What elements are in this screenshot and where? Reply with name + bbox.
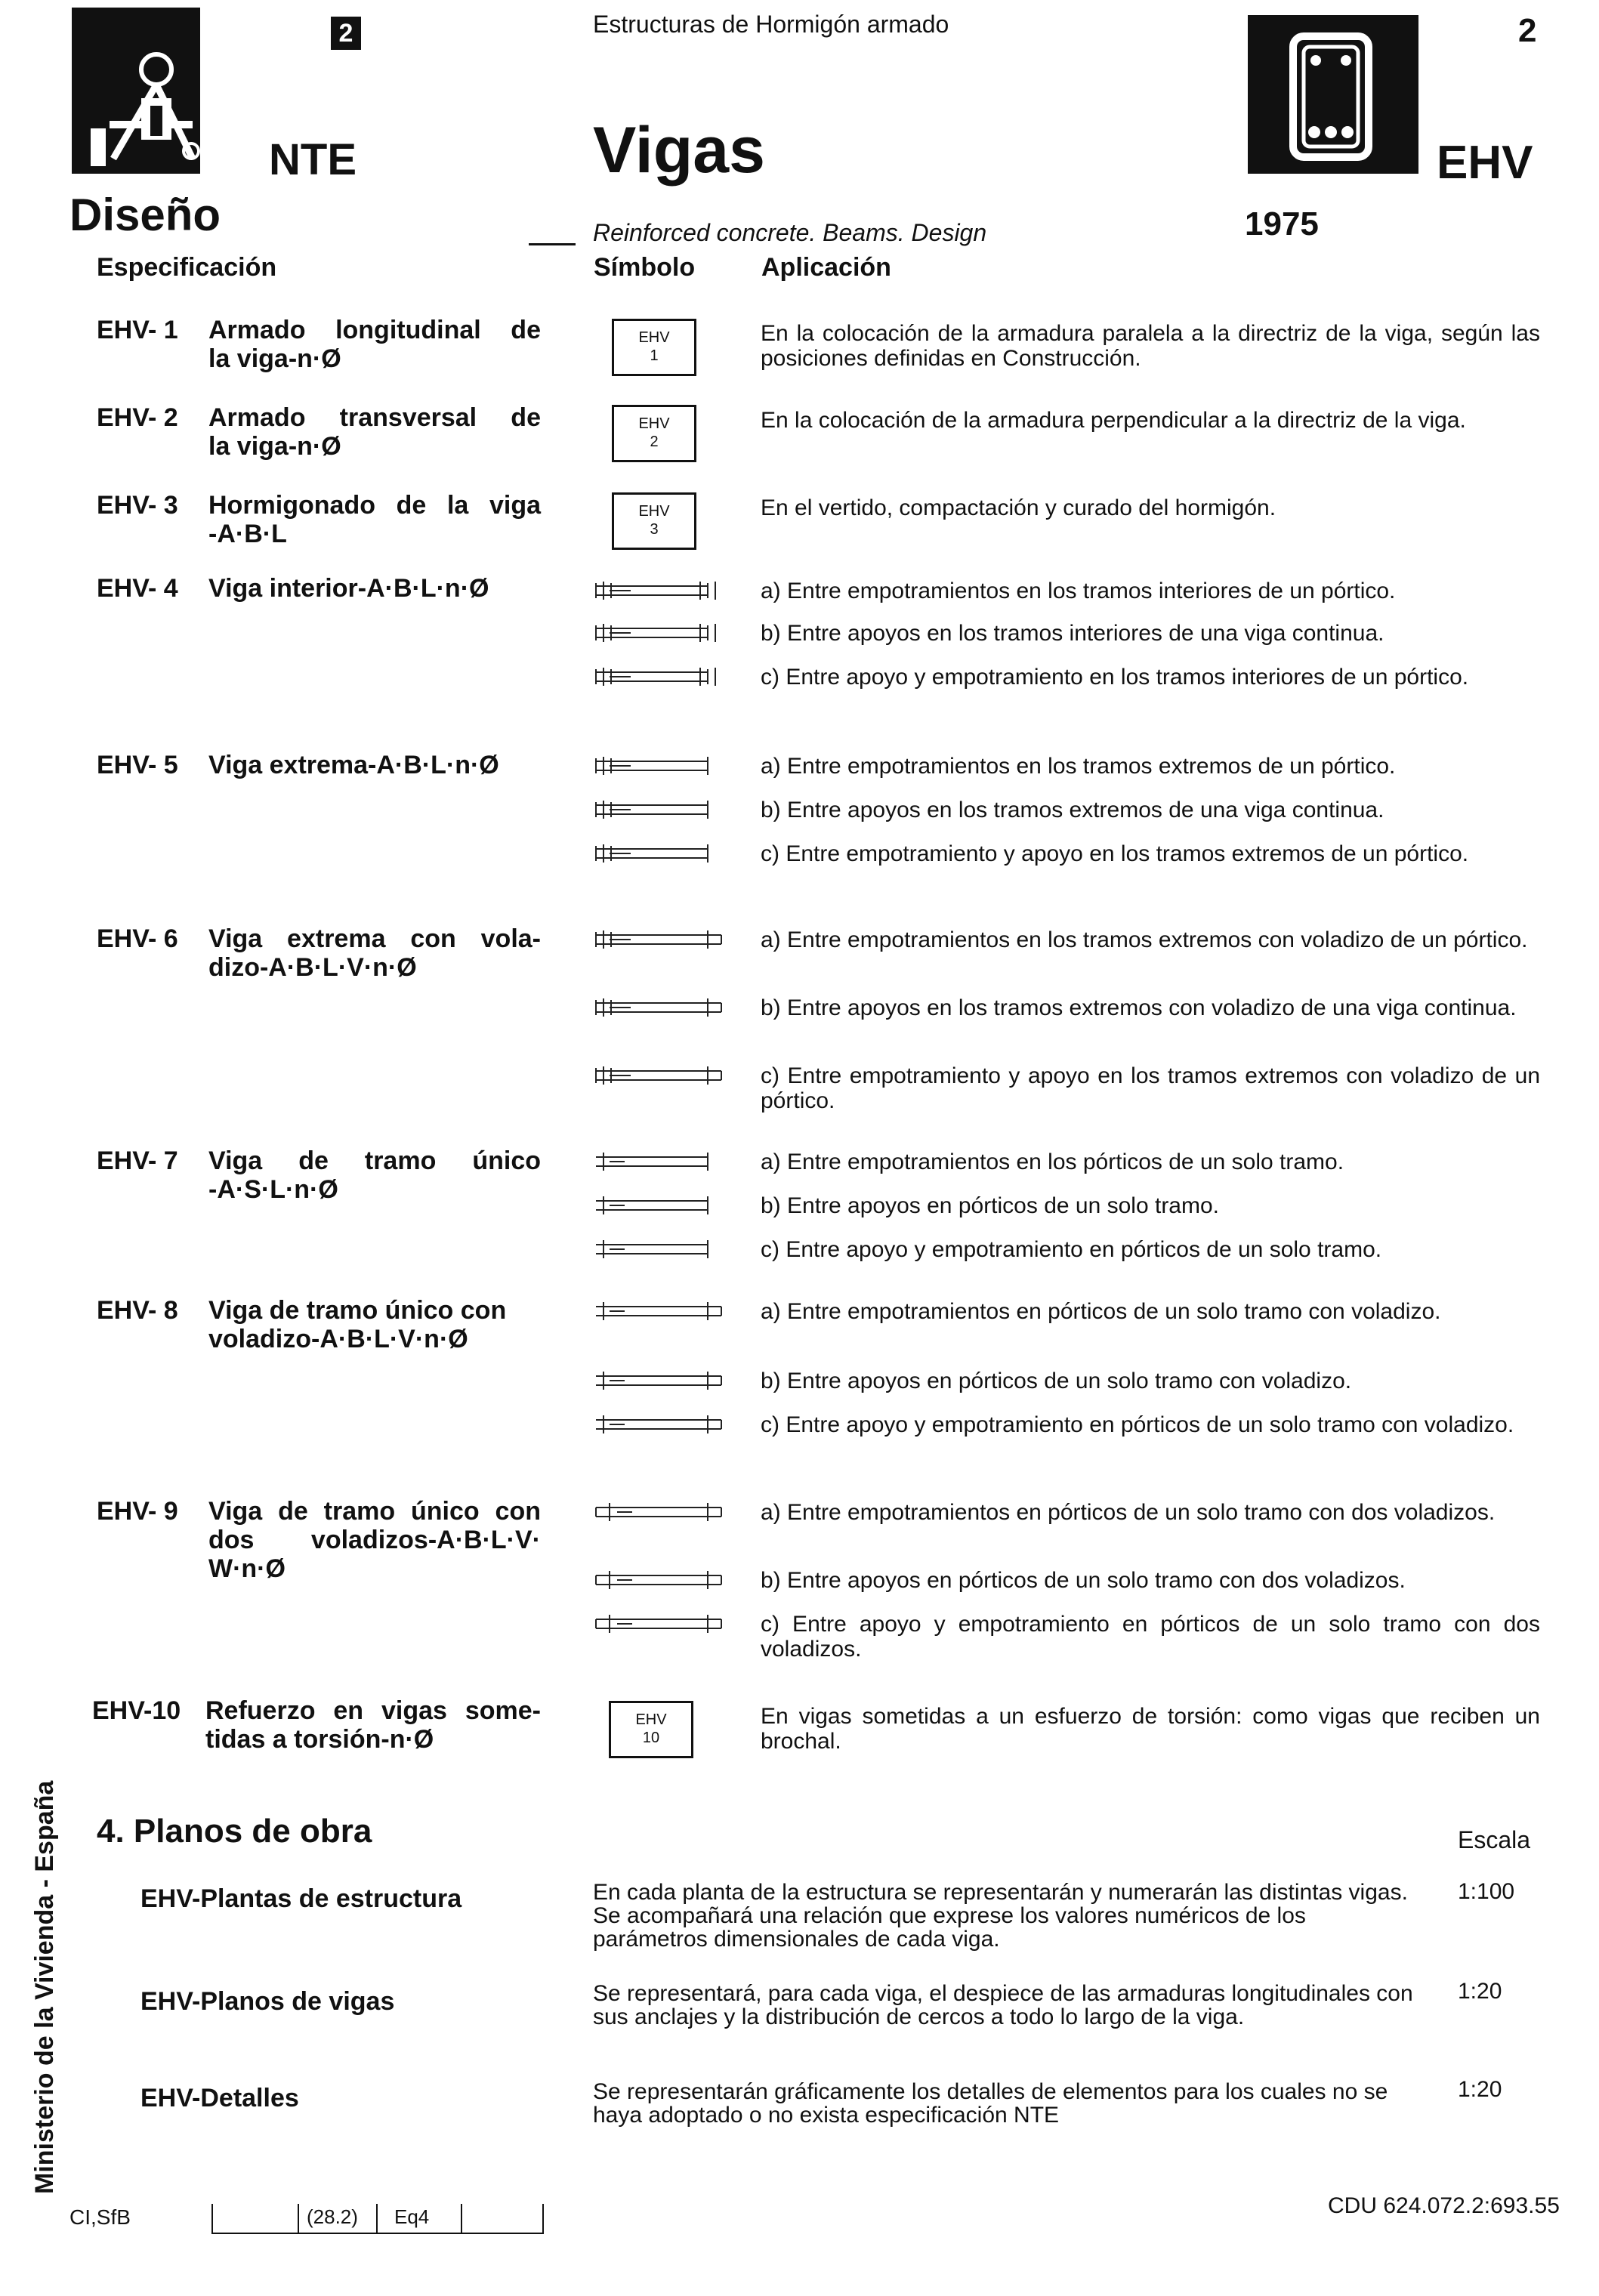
application-text: c) Entre apoyo y empotramiento en pórticos de un solo tramo con dos voladizos.	[761, 1612, 1540, 1662]
beam-symbol	[594, 1193, 723, 1216]
year: 1975	[1245, 205, 1319, 242]
application-text: a) Entre empotramientos en los tramos extremos de un pórtico.	[761, 754, 1396, 779]
beam-symbol	[594, 1299, 723, 1322]
beam-symbol	[594, 927, 723, 950]
plan-scale: 1:20	[1458, 1979, 1502, 2004]
spec-title-line: la viga-n·Ø	[208, 344, 341, 373]
page-title: Vigas	[593, 114, 765, 187]
plan-name: EHV-Planos de vigas	[140, 1987, 395, 2016]
spec-title-line: tidas a torsión-n·Ø	[205, 1725, 434, 1754]
symbol-label: EHV	[638, 329, 670, 346]
beam-symbol	[594, 1612, 723, 1634]
plan-name: EHV-Plantas de estructura	[140, 1884, 462, 1913]
application-text: c) Entre apoyo y empotramiento en pórticos de un solo tramo.	[761, 1237, 1382, 1262]
spec-code: EHV- 2	[97, 403, 178, 432]
symbol-number: 2	[650, 434, 659, 450]
spec-title-line: Viga interior-A·B·L·n·Ø	[208, 574, 489, 603]
beam-symbol	[594, 1500, 723, 1523]
spec-title-line: Viga de tramo único con	[208, 1497, 541, 1526]
spec-title-line: Viga extrema-A·B·L·n·Ø	[208, 751, 499, 779]
spec-title-line: Refuerzo en vigas some-	[205, 1696, 541, 1725]
cisfb-box	[211, 2204, 544, 2234]
spec-title-line: dos voladizos-A·B·L·V·	[208, 1526, 541, 1554]
beam-symbol	[594, 621, 723, 643]
spec-title-line: Armado transversal de	[208, 403, 541, 432]
spec-title	[208, 574, 556, 603]
spec-title-line: W·n·Ø	[208, 1554, 286, 1583]
nte-label: NTE	[269, 135, 357, 184]
top-line: Estructuras de Hormigón armado	[593, 11, 949, 38]
beam-symbol	[594, 1412, 723, 1435]
spec-code: EHV- 5	[97, 751, 178, 779]
ministry-logo	[72, 8, 200, 174]
application-text: a) Entre empotramientos en los tramos interiores de un pórtico.	[761, 579, 1396, 603]
application-text: a) Entre empotramientos en pórticos de un solo tramo con dos voladizos.	[761, 1500, 1496, 1525]
spec-title-line: Armado longitudinal de	[208, 316, 541, 344]
symbol-box	[612, 492, 696, 550]
cisfb-divider	[376, 2204, 378, 2234]
spec-title	[208, 1296, 541, 1353]
plan-description: En cada planta de la estructura se representarán y numerarán las distintas vigas. Se acompañará una relación que exprese los valores numéricos de los parámetros dimensionales de cada viga.	[593, 1880, 1408, 1952]
beam-symbol	[594, 1150, 723, 1172]
plan-scale: 1:100	[1458, 1879, 1515, 1904]
spec-title-line: Viga de tramo único	[208, 1146, 541, 1175]
application-text: a) Entre empotramientos en pórticos de un solo tramo con voladizo.	[761, 1299, 1441, 1324]
section-rule	[529, 243, 576, 245]
application-text: b) Entre apoyos en los tramos extremos con voladizo de una viga continua.	[761, 995, 1517, 1020]
symbol-box	[612, 405, 696, 462]
spec-title-line: Viga de tramo único con	[208, 1296, 507, 1325]
application-text: c) Entre empotramiento y apoyo en los tramos extremos de un pórtico.	[761, 841, 1469, 866]
cdu-code: CDU 624.072.2:693.55	[1328, 2193, 1560, 2218]
beam-symbol	[594, 841, 723, 864]
spec-title	[208, 924, 541, 982]
beam-symbol	[594, 754, 723, 776]
spec-code: EHV- 9	[97, 1497, 178, 1526]
spec-title	[208, 1146, 541, 1204]
ministry-side-text: Ministerio de la Vivienda - España	[30, 1780, 59, 2194]
beam-symbol	[594, 1568, 723, 1591]
application-text: a) Entre empotramientos en los tramos extremos con voladizo de un pórtico.	[761, 927, 1528, 952]
spec-title-line: voladizo-A·B·L·V·n·Ø	[208, 1325, 468, 1353]
spec-title	[208, 1497, 541, 1583]
plan-scale: 1:20	[1458, 2077, 1502, 2102]
application-text: En la colocación de la armadura perpendicular a la directriz de la viga.	[761, 408, 1466, 433]
application-text: c) Entre empotramiento y apoyo en los tramos extremos con voladizo de un pórtico.	[761, 1063, 1540, 1113]
application-text: b) Entre apoyos en pórticos de un solo tramo con voladizo.	[761, 1369, 1352, 1393]
symbol-box	[612, 319, 696, 376]
spec-code: EHV- 4	[97, 574, 178, 603]
cisfb-label: CI,SfB	[69, 2205, 131, 2229]
application-text: c) Entre apoyo y empotramiento en pórticos de un solo tramo con voladizo.	[761, 1412, 1514, 1437]
spec-title	[208, 403, 541, 461]
application-text: a) Entre empotramientos en los pórticos de un solo tramo.	[761, 1150, 1344, 1174]
beam-symbol	[594, 995, 723, 1018]
col-spec: Especificación	[97, 253, 277, 282]
application-text: En la colocación de la armadura paralela a la directriz de la viga, según las posiciones definidas en Construcción.	[761, 321, 1540, 371]
spec-code: EHV- 8	[97, 1296, 178, 1325]
application-text: b) Entre apoyos en pórticos de un solo tramo con dos voladizos.	[761, 1568, 1406, 1593]
page-number: 2	[1518, 12, 1537, 49]
application-text: c) Entre apoyo y empotramiento en los tramos interiores de un pórtico.	[761, 665, 1469, 690]
plans-heading: 4. Planos de obra	[97, 1813, 372, 1850]
plan-name: EHV-Detalles	[140, 2084, 299, 2112]
scale-heading: Escala	[1458, 1826, 1531, 1853]
spec-code: EHV-10	[92, 1696, 181, 1725]
spec-code: EHV- 6	[97, 924, 178, 953]
spec-title	[208, 751, 556, 779]
symbol-box	[609, 1701, 693, 1758]
col-symbol: Símbolo	[594, 253, 696, 282]
cisfb-divider	[298, 2204, 299, 2234]
col-application: Aplicación	[761, 253, 891, 282]
doc-code: EHV	[1437, 137, 1533, 189]
spec-title-line: -A·B·L	[208, 520, 287, 548]
spec-title	[208, 316, 541, 373]
spec-title-line: dizo-A·B·L·V·n·Ø	[208, 953, 417, 982]
application-text: En vigas sometidas a un esfuerzo de torsión: como vigas que reciben un brochal.	[761, 1704, 1540, 1754]
cisfb-code: Eq4	[394, 2205, 430, 2228]
subtitle: Reinforced concrete. Beams. Design	[593, 219, 987, 246]
spec-code: EHV- 7	[97, 1146, 178, 1175]
cisfb-divider	[461, 2204, 462, 2234]
spec-title-line: Hormigonado de la viga	[208, 491, 541, 520]
application-text: En el vertido, compactación y curado del hormigón.	[761, 495, 1276, 520]
spec-title-line: Viga extrema con vola-	[208, 924, 541, 953]
symbol-label: EHV	[638, 415, 670, 432]
symbol-number: 1	[650, 347, 659, 364]
application-text: b) Entre apoyos en los tramos extremos de una viga continua.	[761, 798, 1384, 822]
spec-title	[208, 491, 541, 548]
symbol-label: EHV	[635, 1711, 667, 1728]
plan-description: Se representará, para cada viga, el despiece de las armaduras longitudinales con sus anclajes y la distribución de cercos a todo lo largo de la viga.	[593, 1981, 1413, 2029]
spec-title-line: -A·S·L·n·Ø	[208, 1175, 338, 1204]
beam-symbol	[594, 665, 723, 687]
cisfb-code: (28.2)	[307, 2205, 358, 2228]
beam-symbol	[594, 1063, 723, 1086]
beam-symbol	[594, 798, 723, 820]
spec-code: EHV- 3	[97, 491, 178, 520]
badge-left: 2	[331, 17, 361, 50]
section-title: Diseño	[69, 190, 221, 240]
symbol-number: 3	[650, 521, 659, 538]
symbol-label: EHV	[638, 503, 670, 520]
beam-section-icon	[1248, 15, 1418, 174]
spec-title-line: la viga-n·Ø	[208, 432, 341, 461]
beam-symbol	[594, 1369, 723, 1391]
application-text: b) Entre apoyos en los tramos interiores de una viga continua.	[761, 621, 1384, 646]
plan-description: Se representarán gráficamente los detalles de elementos para los cuales no se haya adoptado o no exista especificación NTE	[593, 2079, 1388, 2128]
spec-title	[205, 1696, 541, 1754]
spec-code: EHV- 1	[97, 316, 178, 344]
beam-symbol	[594, 1237, 723, 1260]
beam-symbol	[594, 579, 723, 601]
application-text: b) Entre apoyos en pórticos de un solo tramo.	[761, 1193, 1220, 1218]
symbol-number: 10	[642, 1730, 660, 1746]
